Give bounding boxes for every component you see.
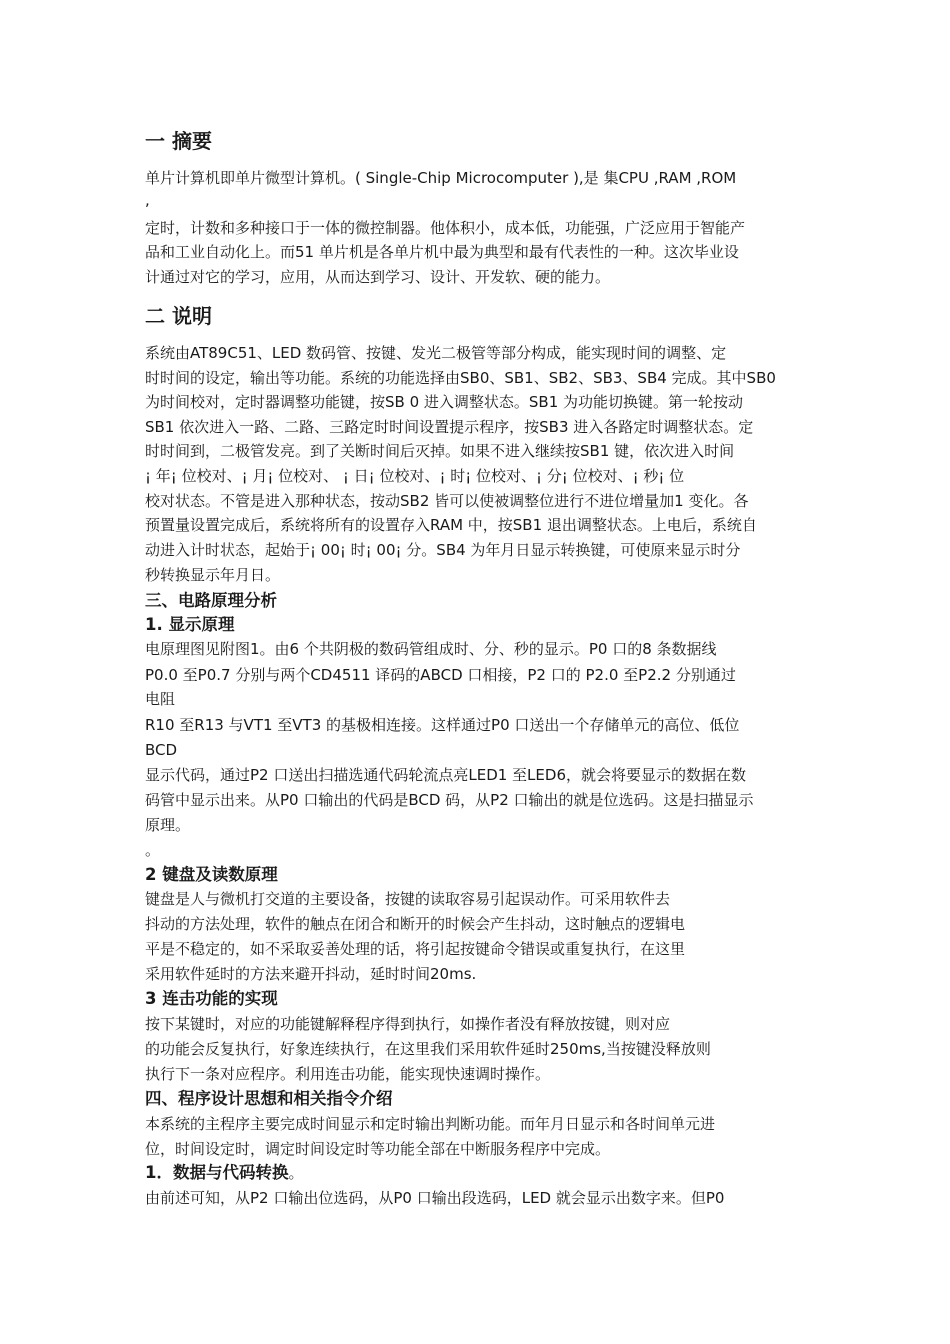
paragraph-line: 预置量设置完成后，系统将所有的设置存入RAM 中，按SB1 退出调整状态。上电后，系统自 (145, 516, 757, 534)
subsection-heading-data-conversion (145, 1162, 304, 1184)
paragraph-line: 本系统的主程序主要完成时间显示和定时输出判断功能。而年月日显示和各时间单元进 (145, 1115, 716, 1133)
paragraph-line: 。 (145, 841, 161, 859)
paragraph-line: 码管中显示出来。从P0 口输出的代码是BCD 码，从P2 口输出的就是位选码。这是扫描显示 (145, 791, 754, 809)
paragraph-line: 采用软件延时的方法来避开抖动，延时时间20ms. (145, 965, 477, 983)
paragraph-line: 键盘是人与微机打交道的主要设备，按键的读取容易引起误动作。可采用软件去 (145, 890, 671, 908)
paragraph-line: 定时，计数和多种接口于一体的微控制器。他体积小，成本低，功能强，广泛应用于智能产 (145, 219, 746, 237)
paragraph-line: 的功能会反复执行，好象连续执行，在这里我们采用软件延时250ms,当按键没释放则 (145, 1040, 711, 1058)
paragraph-line: SB1 依次进入一路、二路、三路定时时间设置提示程序，按SB3 进入各路定时调整状态。定 (145, 418, 754, 436)
paragraph-line: 单片计算机即单片微型计算机。( Single-Chip Microcomputer ),是 集CPU ,RAM ,ROM (145, 169, 737, 187)
paragraph-line: 电阻 (145, 690, 176, 708)
subsection-title-tail: 。 (288, 1164, 304, 1182)
paragraph-line: 动进入计时状态，起始于¡ 00¡ 时¡ 00¡ 分。SB4 为年月日显示转换键，可使原来显示时分 (145, 541, 741, 559)
paragraph-line: 原理。 (145, 816, 191, 834)
paragraph-line: 执行下一条对应程序。利用连击功能，能实现快速调时操作。 (145, 1065, 551, 1083)
paragraph-line: 时时间的设定，输出等功能。系统的功能选择由SB0、SB1、SB2、SB3、SB4 完成。其中SB0 (145, 369, 776, 387)
subsection-heading-keyboard: 2 键盘及读数原理 (145, 865, 278, 884)
paragraph-line: 平是不稳定的，如不采取妥善处理的话，将引起按键命令错误或重复执行，在这里 (145, 940, 686, 958)
paragraph-line: 校对状态。不管是进入那种状态，按动SB2 皆可以使被调整位进行不进位增量加1 变化。各 (145, 492, 749, 510)
subsection-heading-repeat: 3 连击功能的实现 (145, 989, 278, 1008)
paragraph-line: R10 至R13 与VT1 至VT3 的基极相连接。这样通过P0 口送出一个存储单元的高位、低位 (145, 716, 740, 734)
paragraph-line: 抖动的方法处理，软件的触点在闭合和断开的时候会产生抖动，这时触点的逻辑电 (145, 915, 686, 933)
paragraph-line: , (145, 191, 150, 209)
paragraph-line: 电原理图见附图1。由6 个共阴极的数码管组成时、分、秒的显示。P0 口的8 条数据线 (145, 640, 717, 658)
paragraph-line: 计通过对它的学习，应用，从而达到学习、设计、开发软、硬的能力。 (145, 268, 611, 286)
paragraph-line: 系统由AT89C51、LED 数码管、按键、发光二极管等部分构成，能实现时间的调整、定 (145, 344, 727, 362)
section-heading-circuit: 三、电路原理分析 (145, 591, 277, 610)
paragraph-line: 位，时间设定时，调定时间设定时等功能全部在中断服务程序中完成。 (145, 1140, 611, 1158)
section-heading-abstract: 一 摘要 (145, 129, 212, 153)
paragraph-line: 为时间校对，定时器调整功能键，按SB 0 进入调整状态。SB1 为功能切换键。第一轮按动 (145, 393, 744, 411)
paragraph-line: 秒转换显示年月日。 (145, 566, 281, 584)
paragraph-line: ¡ 年¡ 位校对、¡ 月¡ 位校对、 ¡ 日¡ 位校对、¡ 时¡ 位校对、¡ 分¡ 位校对、¡ 秒¡ 位 (145, 467, 685, 485)
paragraph-line: 显示代码，通过P2 口送出扫描选通代码轮流点亮LED1 至LED6，就会将要显示的数据在数 (145, 766, 746, 784)
paragraph-line: P0.0 至P0.7 分别与两个CD4511 译码的ABCD 口相接，P2 口的 P2.0 至P2.2 分别通过 (145, 666, 736, 684)
paragraph-line: 时时间到，二极管发亮。到了关断时间后灭掉。如果不进入继续按SB1 键，依次进入时间 (145, 442, 735, 460)
paragraph-line: 由前述可知，从P2 口输出位选码，从P0 口输出段选码，LED 就会显示出数字来。但P0 (145, 1189, 725, 1207)
subsection-title-text: 1．数据与代码转换 (145, 1163, 289, 1182)
subsection-heading-display: 1. 显示原理 (145, 615, 235, 634)
paragraph-line: BCD (145, 741, 178, 759)
paragraph-line: 品和工业自动化上。而51 单片机是各单片机中最为典型和最有代表性的一种。这次毕业设 (145, 243, 739, 261)
paragraph-line: 按下某键时，对应的功能键解释程序得到执行，如操作者没有释放按键，则对应 (145, 1015, 671, 1033)
section-heading-program-design: 四、程序设计思想和相关指令介绍 (145, 1089, 393, 1108)
section-heading-description: 二 说明 (145, 304, 212, 328)
